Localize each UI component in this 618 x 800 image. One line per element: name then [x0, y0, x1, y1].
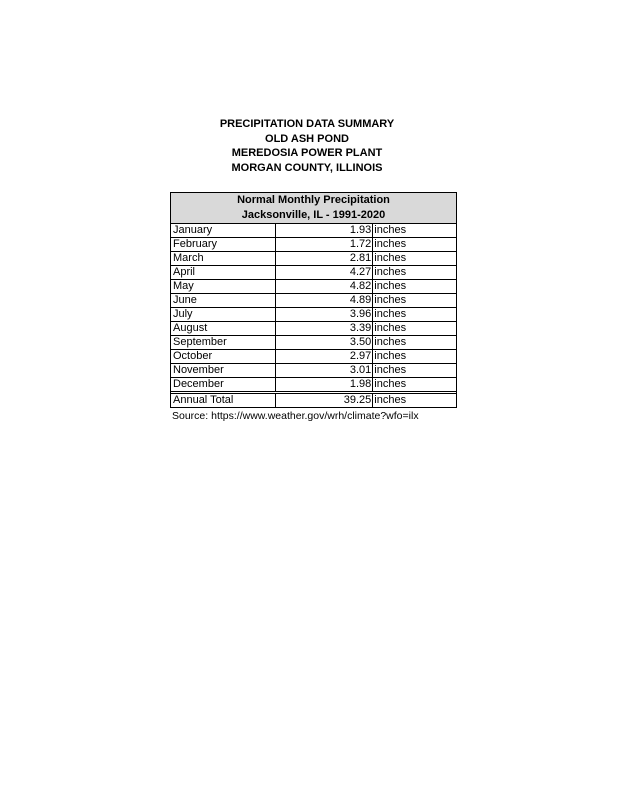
month-cell: June [171, 294, 276, 308]
unit-cell: inches [373, 252, 457, 266]
unit-cell: inches [373, 350, 457, 364]
month-cell: January [171, 224, 276, 238]
total-unit-cell: inches [373, 394, 457, 408]
value-cell: 4.82 [275, 280, 373, 294]
value-cell: 3.39 [275, 322, 373, 336]
month-cell: April [171, 266, 276, 280]
unit-cell: inches [373, 336, 457, 350]
value-cell: 3.50 [275, 336, 373, 350]
table-row [171, 308, 457, 322]
table-row [171, 224, 457, 238]
title-line: MORGAN COUNTY, ILLINOIS [231, 161, 383, 174]
table-row [171, 252, 457, 266]
month-cell: October [171, 350, 276, 364]
unit-cell: inches [373, 378, 457, 392]
value-cell: 2.97 [275, 350, 373, 364]
value-cell: 4.27 [275, 266, 373, 280]
month-cell: August [171, 322, 276, 336]
table-header-title: Normal Monthly Precipitation [237, 194, 390, 206]
table-row [171, 280, 457, 294]
unit-cell: inches [373, 294, 457, 308]
value-cell: 4.89 [275, 294, 373, 308]
title-line: MEREDOSIA POWER PLANT [231, 147, 383, 159]
month-cell: February [171, 238, 276, 252]
value-cell: 1.98 [275, 378, 373, 392]
table-header [171, 193, 457, 224]
annual-total-row [171, 394, 457, 408]
table-row [171, 266, 457, 280]
title-line: PRECIPITATION DATA SUMMARY [219, 118, 395, 130]
table-row [171, 322, 457, 336]
title-line: OLD ASH POND [265, 132, 349, 145]
month-cell: July [171, 308, 276, 322]
total-label-cell: Annual Total [171, 394, 276, 408]
month-cell: March [171, 252, 276, 266]
table-header-row [171, 193, 457, 224]
value-cell: 2.81 [275, 252, 373, 266]
month-cell: September [171, 336, 276, 350]
value-cell: 3.01 [275, 364, 373, 378]
unit-cell: inches [373, 280, 457, 294]
table-header-subtitle: Jacksonville, IL - 1991-2020 [241, 209, 386, 221]
table-row [171, 378, 457, 392]
table-row [171, 336, 457, 350]
table-row [171, 350, 457, 364]
unit-cell: inches [373, 308, 457, 322]
value-cell: 1.72 [275, 238, 373, 252]
unit-cell: inches [373, 266, 457, 280]
table-row [171, 364, 457, 378]
unit-cell: inches [373, 364, 457, 378]
month-cell: May [171, 280, 276, 294]
value-cell: 3.96 [275, 308, 373, 322]
precipitation-table [170, 192, 457, 408]
source-citation: Source: https://www.weather.gov/wrh/climate?wfo=ilx [172, 410, 419, 422]
unit-cell: inches [373, 224, 457, 238]
month-cell: November [171, 364, 276, 378]
document-title [0, 117, 618, 175]
table-row [171, 238, 457, 252]
total-value-cell: 39.25 [275, 394, 373, 408]
unit-cell: inches [373, 238, 457, 252]
table-row [171, 294, 457, 308]
unit-cell: inches [373, 322, 457, 336]
month-cell: December [171, 378, 276, 392]
value-cell: 1.93 [275, 224, 373, 238]
